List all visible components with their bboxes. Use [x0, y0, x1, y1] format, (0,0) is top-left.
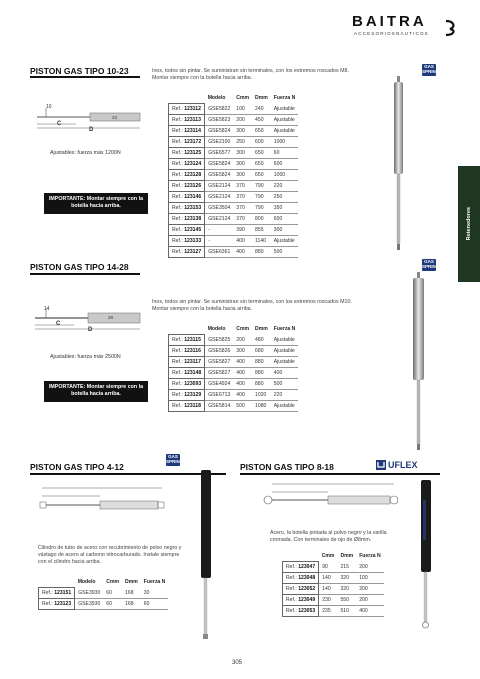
brand-subtitle: ACCESORIOSNAUTICOS: [354, 31, 429, 36]
table-row: [169, 401, 299, 412]
gas-piston-image: [198, 470, 214, 640]
ref-number: 123047: [298, 564, 316, 570]
ref-prefix: Ref.:: [286, 597, 297, 603]
dmm-cell: 1140: [252, 236, 271, 247]
important-notice: IMPORTANTE: Montar siempre con la botella hacia arriba.: [44, 193, 148, 214]
ref-number: 123138: [184, 216, 202, 222]
ref-number: 123115: [184, 337, 201, 343]
table-row: [169, 192, 299, 203]
dmm-cell: 1080: [252, 401, 271, 412]
force-cell: 200: [356, 595, 384, 606]
model-cell: GSE5814: [205, 401, 234, 412]
ref-cell: [169, 401, 205, 412]
cmm-cell: 400: [233, 357, 252, 368]
col-cmm: Cmm: [321, 553, 335, 560]
force-cell: Ajustable: [271, 401, 299, 412]
spec-table: [282, 551, 384, 617]
ref-cell: [169, 203, 205, 214]
diagram-label-c: C: [56, 321, 61, 327]
cmm-cell: 300: [233, 346, 252, 357]
table-header-row: [169, 93, 299, 104]
model-cell: GSE2124: [205, 181, 234, 192]
section-title: PISTON GAS TIPO 8-18: [240, 462, 334, 472]
ref-prefix: Ref.:: [172, 381, 183, 387]
ref-number: 123048: [298, 575, 316, 581]
cmm-cell: 100: [233, 104, 252, 115]
ref-number: 123127: [184, 249, 202, 255]
ref-prefix: Ref.:: [172, 348, 183, 354]
ref-cell: [169, 170, 205, 181]
force-cell: Ajustable: [271, 104, 299, 115]
section-title: PISTON GAS TIPO 4-12: [30, 462, 124, 472]
ref-prefix: Ref.:: [172, 161, 183, 167]
ref-prefix: Ref.:: [286, 608, 297, 614]
table-row: [169, 247, 299, 258]
ref-prefix: Ref.:: [172, 337, 183, 343]
section-description: Cilindro de tubo de acero con recubrimiento de polvo negro y vástago de acero al carbono nitrocarburado. Instale siempre con el cilindro hacia arriba.: [38, 545, 182, 565]
cmm-cell: 300: [233, 170, 252, 181]
ref-prefix: Ref.:: [172, 106, 183, 112]
dmm-cell: 450: [252, 115, 271, 126]
gas-piston-image: [384, 76, 414, 252]
cmm-cell: 400: [233, 247, 252, 258]
ref-cell: [283, 584, 319, 595]
diagram-label-23: 23: [112, 115, 118, 120]
ref-prefix: Ref.:: [286, 564, 297, 570]
table-row: [169, 115, 299, 126]
force-cell: Ajustable: [271, 236, 299, 247]
ref-prefix: Ref.:: [172, 403, 183, 409]
cmm-cell: 370: [233, 203, 252, 214]
ref-number: 123128: [184, 172, 202, 178]
uflex-mark-icon: [376, 460, 386, 470]
section-description: Inox, todos sin pintar. Se suministran sin terminales, con los extremos roscados M10. Montar siempre con la botella hacia arriba.: [152, 299, 352, 312]
diagram-label-10: 10: [46, 104, 52, 110]
force-cell: 600: [271, 214, 299, 225]
gas-piston-image: [404, 272, 434, 452]
model-cell: GSE3930: [75, 588, 104, 599]
dmm-cell: 510: [337, 606, 356, 617]
cmm-cell: 300: [233, 148, 252, 159]
model-cell: GSE2100: [205, 137, 234, 148]
section-rule: [30, 473, 226, 475]
piston-dimension-diagram: [36, 482, 166, 528]
ref-prefix: Ref.:: [172, 117, 183, 123]
dmm-cell: 240: [252, 104, 271, 115]
model-cell: GSE5826: [205, 346, 234, 357]
table-header-row: [283, 551, 384, 562]
cmm-cell: 140: [319, 584, 338, 595]
table-row: [169, 126, 299, 137]
ref-prefix: Ref.:: [286, 586, 297, 592]
table-row: [169, 214, 299, 225]
ref-number: 123114: [184, 128, 201, 134]
ref-cell: [169, 390, 205, 401]
ref-cell: [169, 225, 205, 236]
dmm-cell: 880: [252, 357, 271, 368]
dmm-cell: 168: [122, 599, 141, 610]
ref-prefix: Ref.:: [172, 216, 183, 222]
ref-prefix: Ref.:: [172, 128, 183, 134]
ref-cell: [39, 599, 75, 610]
section-rule: [30, 76, 140, 78]
ref-cell: [169, 379, 205, 390]
gas-piston-image: [418, 480, 434, 630]
model-cell: GSE5823: [205, 115, 234, 126]
dmm-cell: 790: [252, 192, 271, 203]
ref-number: 123124: [184, 161, 202, 167]
ref-number: 123125: [184, 150, 202, 156]
table-row: [169, 137, 299, 148]
uflex-logo: [376, 460, 418, 470]
adjustable-note: Ajustables: fuerza máx 2500N: [50, 354, 121, 360]
ref-number: 123146: [184, 194, 202, 200]
section-description: Inox, todos sin pintar. Se suministran sin terminales, con los extremos roscados M8. Montar siempre con la botella hacia arriba.: [152, 68, 349, 81]
ref-number: 123172: [184, 139, 202, 145]
cmm-cell: 370: [233, 181, 252, 192]
model-cell: GSE6713: [205, 390, 234, 401]
table-row: [283, 562, 384, 573]
ref-prefix: Ref.:: [172, 359, 183, 365]
brand-name: BAITRA: [352, 13, 427, 30]
cmm-cell: 300: [233, 126, 252, 137]
table-row: [283, 595, 384, 606]
ref-cell: [169, 104, 205, 115]
model-cell: GSE2124: [205, 192, 234, 203]
ref-cell: [169, 148, 205, 159]
cmm-cell: 400: [233, 368, 252, 379]
force-cell: 1000: [271, 170, 299, 181]
force-cell: Ajustable: [271, 126, 299, 137]
force-cell: 250: [271, 192, 299, 203]
col-dmm: Dmm: [340, 553, 354, 560]
model-cell: GSE5824: [205, 159, 234, 170]
col-model: Modelo: [207, 326, 226, 333]
table-row: [283, 584, 384, 595]
spec-table: [38, 577, 168, 610]
ref-number: 123153: [184, 205, 202, 211]
table-row: [283, 606, 384, 617]
model-cell: GSE5827: [205, 357, 234, 368]
dmm-cell: 680: [252, 346, 271, 357]
cmm-cell: 60: [103, 599, 122, 610]
ref-cell: [169, 357, 205, 368]
brand-logo: [352, 13, 462, 39]
table-row: [39, 588, 169, 599]
dmm-cell: 800: [252, 214, 271, 225]
cmm-cell: 300: [233, 159, 252, 170]
force-cell: Ajustable: [271, 357, 299, 368]
ref-number: 123151: [54, 590, 72, 596]
table-row: [169, 203, 299, 214]
dmm-cell: 650: [252, 170, 271, 181]
dmm-cell: 650: [252, 148, 271, 159]
ref-number: 123118: [184, 403, 201, 409]
cmm-cell: 230: [319, 595, 338, 606]
table-row: [169, 225, 299, 236]
section-title: PISTON GAS TIPO 14-28: [30, 262, 129, 272]
ref-cell: [169, 159, 205, 170]
ref-prefix: Ref.:: [286, 575, 297, 581]
ref-number: 123117: [184, 359, 201, 365]
dmm-cell: 168: [122, 588, 141, 599]
dmm-cell: 790: [252, 203, 271, 214]
force-cell: 200: [356, 562, 384, 573]
table-row: [169, 159, 299, 170]
section-title: PISTON GAS TIPO 10-23: [30, 66, 129, 76]
force-cell: Ajustable: [271, 115, 299, 126]
dmm-cell: 880: [252, 368, 271, 379]
ref-number: 123093: [184, 381, 202, 387]
col-cmm: Cmm: [236, 326, 250, 333]
force-cell: 1000: [271, 137, 299, 148]
ref-cell: [169, 236, 205, 247]
model-cell: GSE2124: [205, 214, 234, 225]
ref-number: 123133: [184, 238, 202, 244]
diagram-label-c: C: [57, 121, 62, 127]
col-model: Modelo: [207, 95, 226, 102]
diagram-label-d: D: [88, 327, 93, 333]
cmm-cell: 200: [233, 115, 252, 126]
ref-prefix: Ref.:: [42, 590, 53, 596]
col-force: Fuerza N: [359, 553, 381, 560]
ref-prefix: Ref.:: [172, 370, 183, 376]
model-cell: GSE5824: [205, 126, 234, 137]
table-row: [169, 346, 299, 357]
ref-prefix: Ref.:: [172, 238, 183, 244]
ref-cell: [169, 126, 205, 137]
force-cell: 220: [271, 181, 299, 192]
section-description: Acero, la botella pintada al polvo negro y la varilla cromada. Con terminales de ojo de Ø8mm.: [270, 530, 387, 543]
ref-number: 123148: [184, 370, 202, 376]
model-cell: GSE6577: [205, 148, 234, 159]
model-cell: GSE5827: [205, 368, 234, 379]
model-cell: -: [205, 236, 234, 247]
col-cmm: Cmm: [106, 579, 120, 586]
ref-number: 123126: [184, 183, 202, 189]
gas-springs-badge: GAS SPRINGS: [422, 259, 443, 269]
force-cell: Ajustable: [271, 335, 299, 346]
table-header-row: [39, 577, 169, 588]
ref-number: 123123: [54, 601, 72, 607]
ref-cell: [169, 346, 205, 357]
table-row: [169, 170, 299, 181]
ref-prefix: Ref.:: [172, 172, 183, 178]
cmm-cell: 370: [233, 192, 252, 203]
table-row: [169, 368, 299, 379]
ref-number: 123053: [298, 608, 316, 614]
dmm-cell: 650: [252, 126, 271, 137]
force-cell: 60: [271, 148, 299, 159]
dmm-cell: 550: [337, 595, 356, 606]
force-cell: 400: [271, 368, 299, 379]
cmm-cell: 500: [233, 401, 252, 412]
table-row: [169, 104, 299, 115]
uflex-wordmark: UFLEX: [388, 460, 418, 470]
dmm-cell: 215: [337, 562, 356, 573]
ref-cell: [169, 368, 205, 379]
ref-cell: [283, 606, 319, 617]
gas-springs-badge: GAS SPRINGS: [166, 454, 187, 464]
ref-cell: [39, 588, 75, 599]
dmm-cell: 480: [252, 335, 271, 346]
model-cell: GSE5824: [205, 170, 234, 181]
force-cell: Ajustable: [271, 346, 299, 357]
dmm-cell: 880: [252, 247, 271, 258]
spec-table: [168, 93, 298, 258]
table-row: [169, 357, 299, 368]
diagram-label-14: 14: [44, 306, 50, 312]
cmm-cell: 140: [319, 573, 338, 584]
brand-swoosh-icon: [444, 17, 458, 37]
ref-cell: [169, 335, 205, 346]
col-force: Fuerza N: [273, 326, 296, 333]
cmm-cell: 390: [233, 225, 252, 236]
spec-table: [168, 324, 298, 412]
cmm-cell: 400: [233, 390, 252, 401]
ref-prefix: Ref.:: [172, 205, 183, 211]
table-row: [169, 390, 299, 401]
ref-prefix: Ref.:: [172, 183, 183, 189]
force-cell: 500: [271, 247, 299, 258]
cmm-cell: 400: [233, 379, 252, 390]
ref-number: 123113: [184, 117, 201, 123]
table-row: [169, 335, 299, 346]
ref-prefix: Ref.:: [172, 150, 183, 156]
ref-cell: [283, 595, 319, 606]
dmm-cell: 880: [252, 379, 271, 390]
ref-prefix: Ref.:: [172, 194, 183, 200]
ref-prefix: Ref.:: [172, 139, 183, 145]
diagram-label-28: 28: [108, 315, 114, 320]
force-cell: 350: [271, 203, 299, 214]
dmm-cell: 650: [252, 159, 271, 170]
side-tab-label: Retenedores: [466, 207, 472, 241]
force-cell: 600: [271, 159, 299, 170]
table-row: [39, 599, 169, 610]
gas-springs-badge: GAS SPRINGS: [422, 64, 443, 74]
section-rule: [240, 473, 440, 475]
force-cell: 200: [356, 584, 384, 595]
col-force: Fuerza N: [143, 579, 166, 586]
dmm-cell: 600: [252, 137, 271, 148]
model-cell: GSE4924: [205, 379, 234, 390]
section-rule: [30, 273, 140, 275]
model-cell: GSE5822: [205, 104, 234, 115]
force-cell: 100: [356, 573, 384, 584]
cmm-cell: 200: [233, 335, 252, 346]
table-row: [169, 181, 299, 192]
ref-number: 123112: [184, 106, 201, 112]
force-cell: 220: [271, 390, 299, 401]
cmm-cell: 400: [233, 236, 252, 247]
col-model: Modelo: [77, 579, 96, 586]
dmm-cell: 855: [252, 225, 271, 236]
cmm-cell: 90: [319, 562, 338, 573]
model-cell: GSE6361: [205, 247, 234, 258]
force-cell: 400: [356, 606, 384, 617]
dmm-cell: 320: [337, 584, 356, 595]
ref-number: 123049: [298, 597, 316, 603]
diagram-label-d: D: [89, 127, 94, 133]
table-row: [169, 236, 299, 247]
side-tab[interactable]: [458, 166, 480, 282]
ref-prefix: Ref.:: [172, 392, 183, 398]
force-cell: 30: [141, 588, 169, 599]
table-row: [169, 379, 299, 390]
col-force: Fuerza N: [273, 95, 296, 102]
ref-cell: [169, 247, 205, 258]
force-cell: 500: [271, 379, 299, 390]
ref-cell: [169, 181, 205, 192]
ref-cell: [169, 214, 205, 225]
ref-number: 123116: [184, 348, 201, 354]
ref-cell: [169, 137, 205, 148]
dmm-cell: 790: [252, 181, 271, 192]
cmm-cell: 60: [103, 588, 122, 599]
force-cell: 60: [141, 599, 169, 610]
ref-cell: [169, 115, 205, 126]
ref-number: 123052: [298, 586, 316, 592]
page-number: 305: [232, 660, 243, 666]
table-header-row: [169, 324, 299, 335]
col-cmm: Cmm: [236, 95, 250, 102]
cmm-cell: 370: [233, 214, 252, 225]
dmm-cell: 320: [337, 573, 356, 584]
col-dmm: Dmm: [255, 326, 268, 333]
col-dmm: Dmm: [255, 95, 268, 102]
cmm-cell: 250: [233, 137, 252, 148]
ref-prefix: Ref.:: [172, 227, 183, 233]
ref-prefix: Ref.:: [172, 249, 183, 255]
ref-cell: [169, 192, 205, 203]
table-row: [283, 573, 384, 584]
col-dmm: Dmm: [125, 579, 138, 586]
model-cell: GSE3504: [205, 203, 234, 214]
dmm-cell: 1020: [252, 390, 271, 401]
force-cell: 300: [271, 225, 299, 236]
ref-number: 123145: [184, 227, 202, 233]
cmm-cell: 235: [319, 606, 338, 617]
model-cell: -: [205, 225, 234, 236]
piston-dimension-diagram: [258, 480, 398, 520]
table-row: [169, 148, 299, 159]
model-cell: GSE5825: [205, 335, 234, 346]
ref-cell: [283, 562, 319, 573]
ref-prefix: Ref.:: [42, 601, 53, 607]
important-notice: IMPORTANTE: Montar siempre con la botella hacia arriba.: [44, 381, 148, 402]
ref-cell: [283, 573, 319, 584]
model-cell: GSE3930: [75, 599, 104, 610]
adjustable-note: Ajustables: fuerza máx 1200N: [50, 150, 121, 156]
ref-number: 123129: [184, 392, 202, 398]
